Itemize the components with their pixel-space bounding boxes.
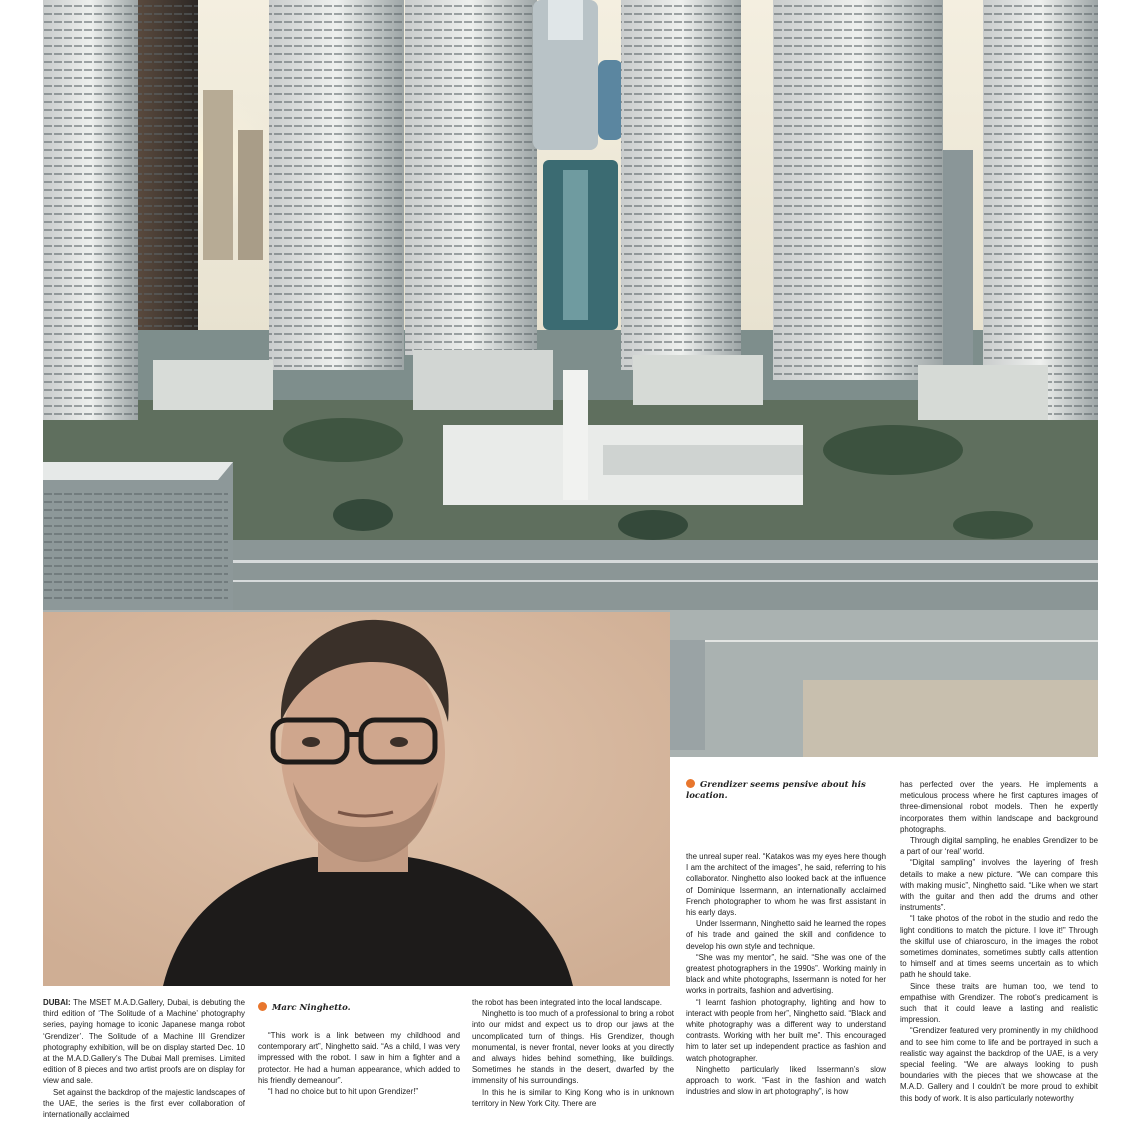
- article-column-4: [686, 851, 886, 1140]
- paragraph: the unreal super real. “Katakos was my eyes here though I am the architect of the images”, he said, referring to his collaborator. Ninghetto also looked back at the influence of Dominique Issermann, an internationally acclaimed French photographer to whom he was first assistant in his early days.: [686, 852, 886, 918]
- article-column-3: [472, 997, 674, 1140]
- paragraph-text: The MSET M.A.D.Gallery, Dubai, is debuting the third edition of ‘The Solitude of a Machine’ photography series, paying homage to iconic Japanese manga robot ‘Grendizer’. The Solitude of a Machine III Grendizer photography exhibition, will be on display started Dec. 10 at the M.A.D.Gallery’s The Dubai Mall premises. Limited edition of 8 pieces and two artist proofs are on display for view and sale.: [43, 998, 245, 1086]
- paragraph: Set against the backdrop of the majestic landscapes of the UAE, the series is the first ever collaboration of internationally acclaimed: [43, 1087, 245, 1120]
- article-column-5: [900, 779, 1098, 1140]
- article-column-2: [258, 1030, 460, 1140]
- paragraph: “Grendizer featured very prominently in my childhood and to see him come to life and be portrayed in such a realistic way against the backdrop of the UAE, is a very special feeling. “We are always looking to push boundaries with the pieces that we showcase at the M.A.D. Gallery and I couldn’t be more proud to exhibit this body of work. It is also particularly noteworthy: [900, 1026, 1098, 1103]
- portrait-caption-text: Marc Ninghetto.: [272, 1003, 351, 1013]
- paragraph: “I learnt fashion photography, lighting and how to interact with people from her”, Ninghetto said. “Black and white photography was a different way to understand contrasts. Working with her built me”. This encouraged him to later set up independent practice as fashion and watch photographer.: [686, 997, 886, 1063]
- paragraph: Ninghetto particularly liked Issermann’s slow approach to work. “Fast in the fashion and watch industries and slow in art photography”, is how: [686, 1064, 886, 1097]
- camera-icon: [686, 779, 695, 788]
- dateline: DUBAI:: [43, 998, 71, 1007]
- paragraph: the robot has been integrated into the local landscape.: [472, 998, 662, 1007]
- paragraph: Ninghetto is too much of a professional to bring a robot into our midst and expect us to drop our jaws at the uncomplicated turn of things. His Grendizer, though monumental, is never frontal, never looks at you directly and always hides behind something, like buildings. Sometimes he stands in the desert, dwarfed by the immensity of his surroundings.: [472, 1009, 674, 1086]
- paragraph: “She was my mentor”, he said. “She was one of the greatest photographers in the 1990s”. Working mainly in black and white photographs, Issermann is noted for her works in portraits, fashion and advertising.: [686, 952, 886, 996]
- paragraph: In this he is similar to King Kong who is in unknown territory in New York City. There are: [472, 1087, 674, 1108]
- portrait-photo: [43, 612, 670, 986]
- paragraph: “This work is a link between my childhood and contemporary art”, Ninghetto said. “As a child, I was very impressed with the robot. I saw in him a fighter and a protector. He had a human appearance, which added to his friendly demeanour”.: [258, 1031, 460, 1085]
- paragraph: Under Issermann, Ninghetto said he learned the ropes of his trade and gained the skill and confidence to develop his own style and technique.: [686, 919, 886, 951]
- paragraph: “Digital sampling” involves the layering of fresh details to make a new picture. “We can compare this with making music”, Ninghetto said. “Like when we start with the guitar and then add the drums and other instruments”.: [900, 858, 1098, 913]
- paragraph: [43, 997, 245, 1087]
- paragraph: has perfected over the years. He implements a meticulous process where he first captures images of three-dimensional robot models. Then he expertly incorporates them within landscape and background photographs.: [900, 780, 1098, 834]
- article-column-1: [43, 997, 245, 1140]
- paragraph: Through digital sampling, he enables Grendizer to be a part of our ‘real’ world.: [900, 836, 1098, 857]
- paragraph: “I had no choice but to hit upon Grendizer!”: [268, 1087, 419, 1097]
- camera-icon: [258, 1002, 267, 1011]
- hero-caption-text: Grendizer seems pensive about his location.: [686, 780, 866, 801]
- paragraph: “I take photos of the robot in the studio and redo the light conditions to match the picture. I love it!” Through the skilful use of chiaroscuro, in the images the robot sometimes dominates, sometimes subtly calls attention to himself and at times seems uncertain as to which path he should take.: [900, 914, 1098, 980]
- paragraph: Since these traits are human too, we tend to empathise with Grendizer. The robot’s predicament is such that it could leave a lasting and realistic impression.: [900, 981, 1098, 1025]
- portrait-caption: [258, 1002, 458, 1014]
- hero-caption: [686, 779, 866, 802]
